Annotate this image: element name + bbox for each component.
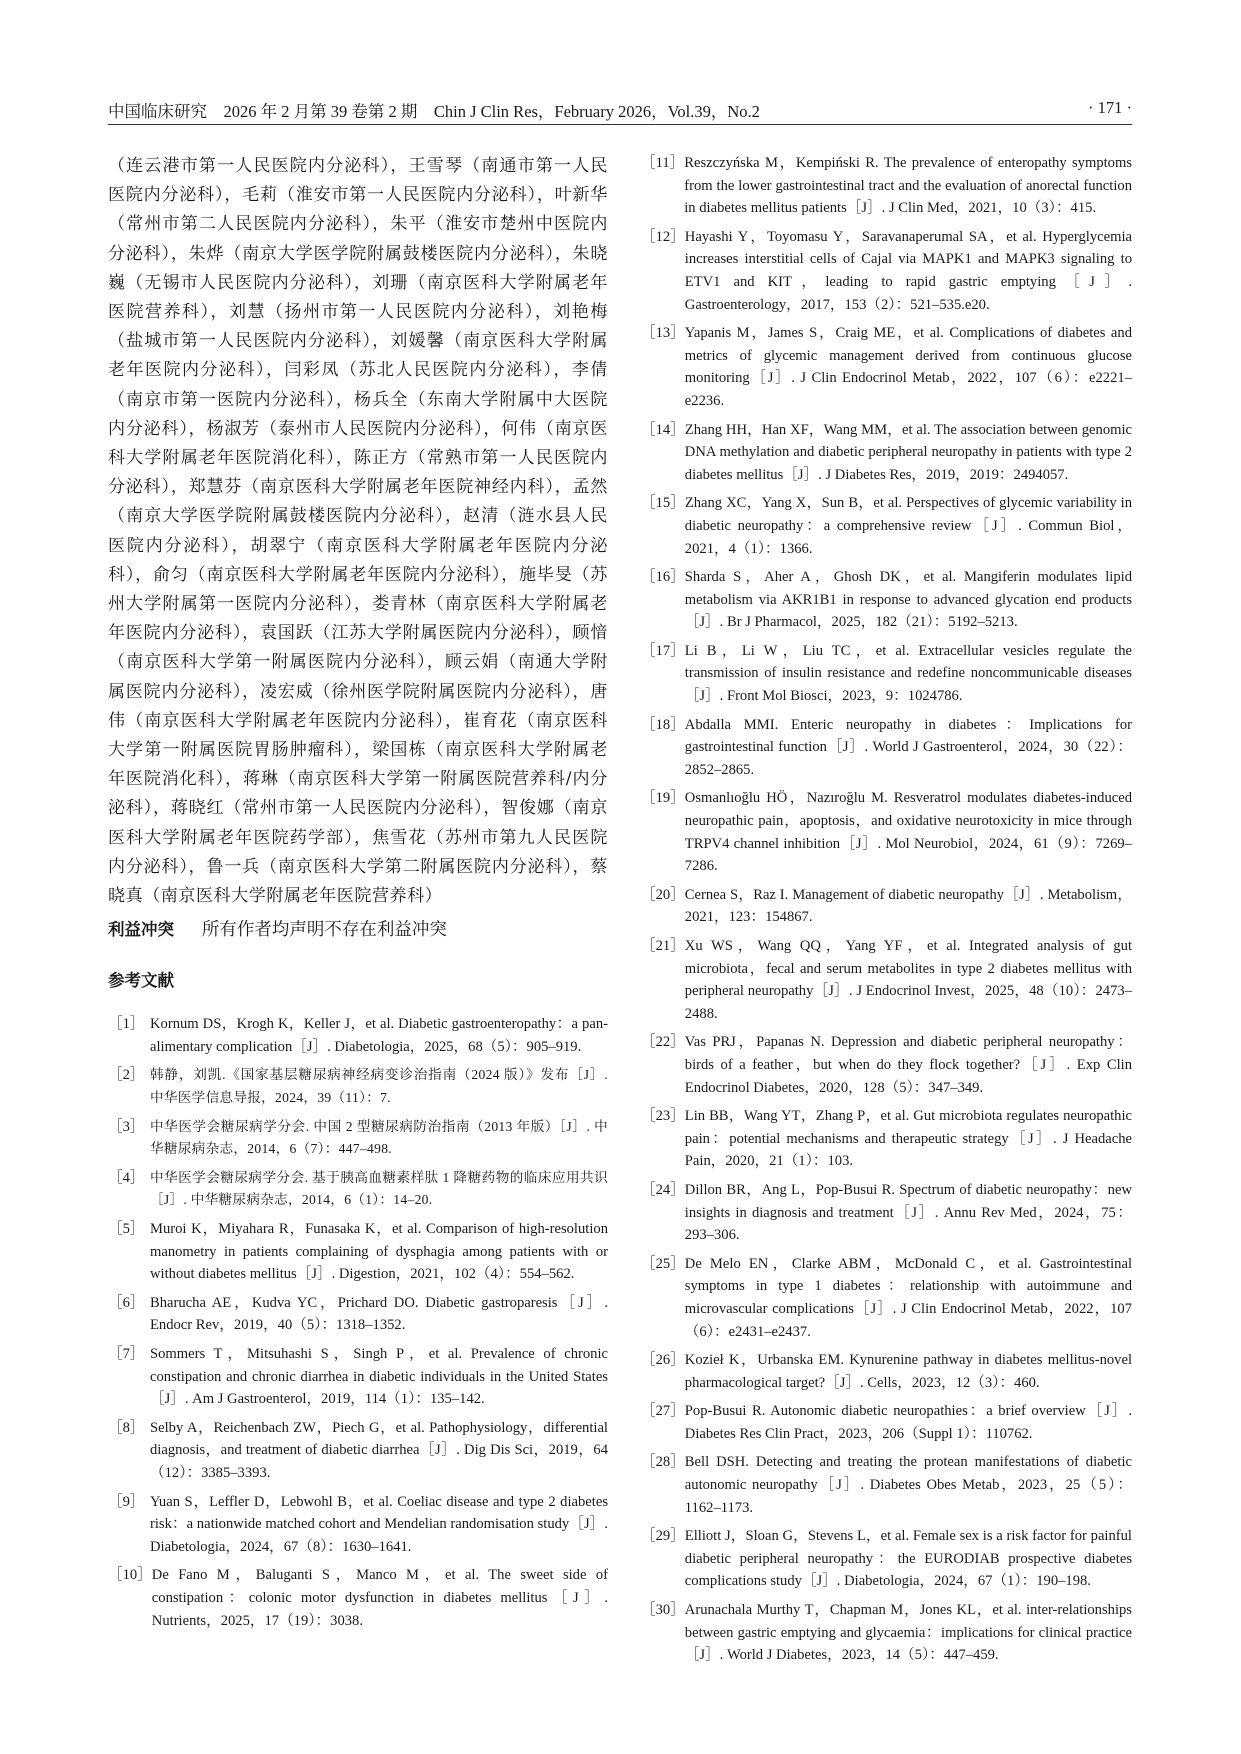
reference-number: ［3］ bbox=[108, 1118, 145, 1135]
page-number: · 171 · bbox=[1088, 98, 1132, 117]
reference-list-left bbox=[108, 1013, 608, 1632]
reference-item bbox=[641, 1349, 1132, 1394]
references-heading: 参考文献 bbox=[108, 971, 174, 991]
reference-item bbox=[108, 1343, 608, 1411]
reference-item bbox=[641, 1105, 1132, 1173]
reference-item bbox=[641, 566, 1132, 634]
reference-number: ［13］ bbox=[641, 325, 685, 342]
reference-text: Dillon BR，Ang L，Pop-Busui R. Spectrum of diabetic neuropathy：new insights in diagnosis and treatment［J］. Annu Rev Med，2024，75：293–306. bbox=[684, 1181, 1132, 1244]
reference-text: Abdalla MMI. Enteric neuropathy in diabetes：Implications for gastrointestinal function［J］. World J Gastroenterol，2024，30（22）：2852–2865. bbox=[684, 716, 1132, 778]
reference-number: ［30］ bbox=[641, 1602, 685, 1619]
reference-text: Hayashi Y，Toyomasu Y，Saravanaperumal SA，et al. Hyperglycemia increases interstitial cells of Cajal via MAPK1 and MAPK3 signaling to ETV1 and KIT，leading to rapid gastric emptying［J］. Gastroenterology，2017，153（2）：521–535.e20. bbox=[684, 228, 1132, 313]
reference-number: ［11］ bbox=[641, 155, 685, 171]
reference-list-right bbox=[641, 152, 1132, 1667]
reference-number: ［10］ bbox=[108, 1567, 152, 1584]
reference-item bbox=[641, 322, 1132, 412]
reference-number: ［19］ bbox=[641, 790, 685, 807]
running-header bbox=[108, 96, 1132, 126]
reference-item bbox=[108, 1167, 608, 1212]
reference-number: ［16］ bbox=[641, 569, 685, 586]
header-rule bbox=[108, 124, 1132, 125]
reference-text: Bharucha AE，Kudva YC，Prichard DO. Diabetic gastroparesis［J］. Endocr Rev，2019，40（5）：1318–1352. bbox=[150, 1294, 608, 1334]
reference-item bbox=[108, 1218, 608, 1286]
reference-text: 中华医学会糖尿病学分会. 基于胰高血糖素样肽 1 降糖药物的临床应用共识［J］. 中华糖尿病杂志，2014，6（1）：14–20. bbox=[150, 1169, 608, 1208]
reference-text: De Melo EN，Clarke ABM，McDonald C，et al. Gastrointestinal symptoms in type 1 diabetes：relationship with autoimmune and microvascular complications［J］. J Clin Endocrinol Metab，2022，107（6）：e2431–e2437. bbox=[684, 1255, 1132, 1340]
reference-text: Xu WS，Wang QQ，Yang YF，et al. Integrated analysis of gut microbiota，fecal and serum metabolites in type 2 diabetes mellitus with peripheral neuropathy［J］. J Endocrinol Invest，2025，48（10）：2473–2488. bbox=[684, 938, 1132, 1022]
reference-number: ［6］ bbox=[108, 1294, 145, 1311]
right-column bbox=[641, 152, 1132, 1673]
reference-text: Zhang XC，Yang X，Sun B，et al. Perspectives of glycemic variability in diabetic neuropathy：a comprehensive review［J］. Commun Biol，2021，4（1）：1366. bbox=[684, 495, 1132, 557]
reference-text: Cernea S，Raz I. Management of diabetic neuropathy［J］. Metabolism，2021，123：154867. bbox=[684, 886, 1132, 926]
reference-number: ［26］ bbox=[641, 1352, 685, 1369]
reference-item bbox=[641, 226, 1132, 316]
reference-item bbox=[641, 1031, 1132, 1099]
reference-item bbox=[641, 714, 1132, 782]
reference-item bbox=[641, 935, 1132, 1025]
reference-item bbox=[108, 1491, 608, 1559]
reference-item bbox=[108, 1013, 608, 1058]
reference-text: Kornum DS，Krogh K，Keller J，et al. Diabetic gastroenteropathy：a pan-alimentary complication［J］. Diabetologia，2025，68（5）：905–919. bbox=[150, 1016, 608, 1055]
left-column bbox=[108, 152, 608, 1638]
reference-text: Osmanlıoğlu HÖ，Nazıroğlu M. Resveratrol modulates diabetes-induced neuropathic pain，apoptosis，and oxidative neurotoxicity in mice through TRPV4 channel inhibition［J］. Mol Neurobiol，2024，61（9）：7269–7286. bbox=[684, 790, 1132, 875]
reference-item bbox=[641, 884, 1132, 929]
journal-citation: 中国临床研究 2026 年 2 月第 39 卷第 2 期 Chin J Clin Res，February 2026，Vol.39，No.2 bbox=[108, 102, 760, 121]
reference-item bbox=[641, 1451, 1132, 1519]
reference-text: Reszczyńska M，Kempiński R. The prevalence of enteropathy symptoms from the lower gastrointestinal tract and the evaluation of anorectal function in diabetes mellitus patients［J］. J Clin Med，2021，10（3）：415. bbox=[684, 155, 1132, 217]
reference-text: Sommers T，Mitsuhashi S，Singh P，et al. Prevalence of chronic constipation and chronic diarrhea in diabetic individuals in the United States［J］. Am J Gastroenterol，2019，114（1）：135–142. bbox=[150, 1346, 608, 1408]
reference-text: Pop-Busui R. Autonomic diabetic neuropathies：a brief overview［J］. Diabetes Res Clin Pract，2023，206（Suppl 1）：110762. bbox=[684, 1403, 1132, 1442]
reference-text: Li B，Li W，Liu TC，et al. Extracellular vesicles regulate the transmission of insulin resistance and redefine noncommunicable diseases［J］. Front Mol Biosci，2023，9：1024786. bbox=[684, 642, 1132, 705]
reference-number: ［7］ bbox=[108, 1346, 145, 1362]
reference-text: Elliott J，Sloan G，Stevens L，et al. Female sex is a risk factor for painful diabetic peripheral neuropathy：the EURODIAB prospective diabetes complications study［J］. Diabetologia，2024，67（1）：190–198. bbox=[684, 1528, 1132, 1590]
reference-number: ［12］ bbox=[641, 228, 685, 245]
conflict-text: 所有作者均声明不存在利益冲突 bbox=[201, 920, 447, 941]
reference-text: Selby A，Reichenbach ZW，Piech G，et al. Pathophysiology，differential diagnosis，and treatment of diabetic diarrhea［J］. Dig Dis Sci，2019，64（12）：3385–3393. bbox=[150, 1419, 608, 1481]
reference-item bbox=[108, 1116, 608, 1161]
reference-number: ［25］ bbox=[641, 1255, 685, 1272]
reference-number: ［28］ bbox=[641, 1454, 685, 1471]
reference-text: Arunachala Murthy T，Chapman M，Jones KL，et al. inter-relationships between gastric emptying and glycaemia：implications for clinical practice［J］. World J Diabetes，2023，14（5）：447–459. bbox=[684, 1602, 1132, 1664]
reference-number: ［9］ bbox=[108, 1493, 145, 1510]
reference-item bbox=[641, 1599, 1132, 1667]
reference-item bbox=[641, 419, 1132, 487]
reference-text: Zhang HH，Han XF，Wang MM，et al. The association between genomic DNA methylation and diabetic peripheral neuropathy in patients with type 2 diabetes mellitus［J］. J Diabetes Res，2019，2019：2494057. bbox=[684, 421, 1132, 483]
reference-text: Sharda S，Aher A，Ghosh DK，et al. Mangiferin modulates lipid metabolism via AKR1B1 in response to advanced glycation end products［J］. Br J Pharmacol，2025，182（21）：5192–5213. bbox=[684, 569, 1132, 631]
reference-number: ［8］ bbox=[108, 1419, 145, 1436]
author-affiliations: （连云港市第一人民医院内分泌科），王雪琴（南通市第一人民医院内分泌科），毛莉（淮安市第一人民医院内分泌科），叶新华（常州市第二人民医院内分泌科），朱平（淮安市楚州中医院内分泌科），朱烨（南京大学医学院附属鼓楼医院内分泌科），朱晓巍（无锡市人民医院内分泌科），刘珊（南京医科大学附属老年医院营养科），刘慧（扬州市第一人民医院内分泌科），刘艳梅（盐城市第一人民医院内分泌科），刘媛馨（南京医科大学附属老年医院内分泌科），闫彩凤（苏北人民医院内分泌科），李倩（南京市第一医院内分泌科），杨兵全（东南大学附属中大医院内分泌科），杨淑芳（泰州市人民医院内分泌科），何伟（南京医科大学附属老年医院消化科），陈正方（常熟市第一人民医院内分泌科），郑慧芬（南京医科大学附属老年医院神经内科），孟然（南京大学医学院附属鼓楼医院内分泌科），赵清（涟水县人民医院内分泌科），胡翠宁（南京医科大学附属老年医院内分泌科），俞匀（南京医科大学附属老年医院内分泌科），施毕旻（苏州大学附属第一医院内分泌科），娄青林（南京医科大学附属老年医院内分泌科），袁国跃（江苏大学附属医院内分泌科），顾愔（南京医科大学第一附属医院内分泌科），顾云娟（南通大学附属医院内分泌科），凌宏威（徐州医学院附属医院内分泌科），唐伟（南京医科大学附属老年医院内分泌科），崔育花（南京医科大学第一附属医院胃肠肿瘤科），梁国栋（南京医科大学附属老年医院消化科），蒋琳（南京医科大学第一附属医院营养科/内分泌科），蒋晓红（常州市第一人民医院内分泌科），智俊娜（南京医科大学附属老年医院药学部），焦雪花（苏州市第九人民医院内分泌科），鲁一兵（南京医科大学第二附属医院内分泌科），蔡晓真（南京医科大学附属老年医院营养科） bbox=[108, 156, 608, 907]
reference-item bbox=[641, 152, 1132, 220]
conflict-of-interest bbox=[108, 915, 608, 945]
reference-number: ［21］ bbox=[641, 938, 685, 954]
reference-item bbox=[641, 1525, 1132, 1593]
reference-number: ［29］ bbox=[641, 1528, 685, 1545]
reference-number: ［18］ bbox=[641, 716, 685, 733]
reference-item bbox=[641, 787, 1132, 877]
conflict-label: 利益冲突 bbox=[108, 920, 174, 940]
reference-number: ［2］ bbox=[108, 1067, 145, 1084]
reference-text: Yuan S，Leffler D，Lebwohl B，et al. Coeliac disease and type 2 diabetes risk：a nationwide matched cohort and Mendelian randomisation study［J］. Diabetologia，2024，67（8）：1630–1641. bbox=[150, 1493, 608, 1555]
reference-item bbox=[641, 1253, 1132, 1343]
reference-text: 中华医学会糖尿病学分会. 中国 2 型糖尿病防治指南（2013 年版）［J］. 中华糖尿病杂志，2014，6（7）：447–498. bbox=[150, 1118, 608, 1157]
reference-text: Yapanis M，James S，Craig ME，et al. Complications of diabetes and metrics of glycemic management derived from continuous glucose monitoring［J］. J Clin Endocrinol Metab，2022，107（6）：e2221–e2236. bbox=[684, 325, 1132, 409]
reference-number: ［14］ bbox=[641, 421, 685, 438]
reference-text: Kozieł K，Urbanska EM. Kynurenine pathway in diabetes mellitus-novel pharmacological target?［J］. Cells，2023，12（3）：460. bbox=[684, 1352, 1132, 1391]
reference-item bbox=[108, 1564, 608, 1632]
reference-text: De Fano M，Baluganti S，Manco M，et al. The sweet side of constipation：colonic motor dysfunction in diabetes mellitus［J］. Nutrients，2025，17（19）：3038. bbox=[151, 1567, 608, 1629]
reference-item bbox=[641, 1179, 1132, 1247]
reference-number: ［27］ bbox=[641, 1403, 685, 1420]
reference-text: Vas PRJ，Papanas N. Depression and diabetic peripheral neuropathy：birds of a feather，but when do they flock together?［J］. Exp Clin Endocrinol Diabetes，2020，128（5）：347–349. bbox=[684, 1034, 1132, 1096]
reference-text: 韩静，刘凯.《国家基层糖尿病神经病变诊治指南（2024 版）》发布［J］. 中华医学信息导报，2024，39（11）：7. bbox=[150, 1067, 608, 1106]
reference-number: ［22］ bbox=[641, 1034, 685, 1051]
reference-number: ［24］ bbox=[641, 1181, 685, 1198]
reference-number: ［5］ bbox=[108, 1221, 145, 1238]
reference-text: Muroi K，Miyahara R，Funasaka K，et al. Comparison of high-resolution manometry in patients complaining of dysphagia among patients with or without diabetes mellitus［J］. Digestion，2021，102（4）：554–562. bbox=[150, 1221, 608, 1283]
reference-number: ［1］ bbox=[108, 1016, 145, 1033]
reference-number: ［4］ bbox=[108, 1169, 145, 1186]
reference-text: Lin BB，Wang YT，Zhang P，et al. Gut microbiota regulates neuropathic pain：potential mechanisms and therapeutic strategy［J］. J Headache Pain，2020，21（1）：103. bbox=[684, 1108, 1132, 1170]
reference-item bbox=[641, 640, 1132, 708]
reference-number: ［17］ bbox=[641, 642, 685, 659]
reference-item bbox=[108, 1417, 608, 1485]
reference-item bbox=[641, 492, 1132, 560]
reference-number: ［23］ bbox=[641, 1108, 685, 1125]
reference-item bbox=[108, 1292, 608, 1337]
reference-item bbox=[641, 1400, 1132, 1445]
reference-text: Bell DSH. Detecting and treating the protean manifestations of diabetic autonomic neuropathy［J］. Diabetes Obes Metab，2023，25（5）：1162–1173. bbox=[684, 1454, 1132, 1516]
reference-number: ［20］ bbox=[641, 886, 685, 903]
reference-number: ［15］ bbox=[641, 495, 685, 512]
reference-item bbox=[108, 1064, 608, 1109]
